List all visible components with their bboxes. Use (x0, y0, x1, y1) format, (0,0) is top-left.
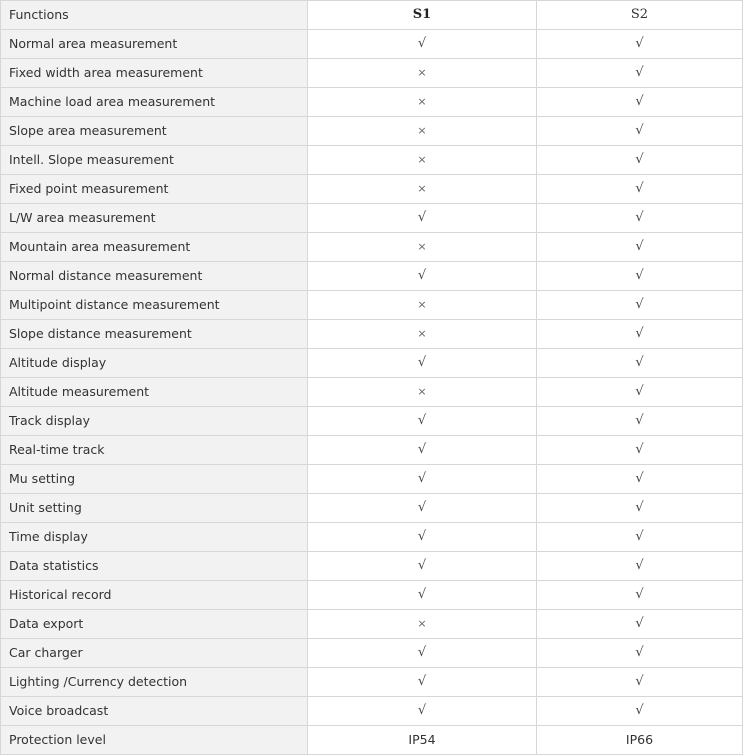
table-row (1, 349, 743, 378)
s1-cross-icon: × (308, 291, 537, 320)
s2-check-icon: √ (537, 697, 743, 726)
function-name-cell: Multipoint distance measurement (1, 291, 308, 320)
table-row (1, 465, 743, 494)
function-name-cell: Voice broadcast (1, 697, 308, 726)
s2-check-icon: √ (537, 523, 743, 552)
s2-check-icon: √ (537, 668, 743, 697)
function-name-cell: Normal distance measurement (1, 262, 308, 291)
function-name-cell: Normal area measurement (1, 30, 308, 59)
s2-check-icon: √ (537, 117, 743, 146)
s2-check-icon: √ (537, 320, 743, 349)
function-name-cell: Real-time track (1, 436, 308, 465)
function-name-cell: Slope distance measurement (1, 320, 308, 349)
table-row (1, 291, 743, 320)
function-name-cell: Mountain area measurement (1, 233, 308, 262)
s1-check-icon: √ (308, 436, 537, 465)
s1-check-icon: √ (308, 668, 537, 697)
s2-check-icon: √ (537, 30, 743, 59)
s2-check-icon: √ (537, 436, 743, 465)
s2-check-icon: √ (537, 233, 743, 262)
function-name-cell: Car charger (1, 639, 308, 668)
table-row (1, 378, 743, 407)
function-name-cell: Data statistics (1, 552, 308, 581)
table-row (1, 581, 743, 610)
s1-cross-icon: × (308, 117, 537, 146)
header-s2: S2 (537, 1, 743, 30)
function-name-cell: Unit setting (1, 494, 308, 523)
table-row (1, 407, 743, 436)
table-row (1, 320, 743, 349)
function-name-cell: Mu setting (1, 465, 308, 494)
table-row (1, 610, 743, 639)
table-row (1, 117, 743, 146)
table-row (1, 262, 743, 291)
table-row (1, 88, 743, 117)
table-row (1, 494, 743, 523)
s1-check-icon: √ (308, 523, 537, 552)
table-row (1, 668, 743, 697)
s2-check-icon: √ (537, 494, 743, 523)
function-name-cell: Track display (1, 407, 308, 436)
s1-cross-icon: × (308, 88, 537, 117)
function-name-cell: L/W area measurement (1, 204, 308, 233)
table-row (1, 146, 743, 175)
table-row (1, 726, 743, 755)
s1-check-icon: √ (308, 204, 537, 233)
function-name-cell: Time display (1, 523, 308, 552)
s1-check-icon: √ (308, 30, 537, 59)
s1-check-icon: √ (308, 639, 537, 668)
s2-check-icon: √ (537, 610, 743, 639)
function-name-cell: Altitude measurement (1, 378, 308, 407)
s1-cross-icon: × (308, 146, 537, 175)
s2-check-icon: √ (537, 349, 743, 378)
table-row (1, 175, 743, 204)
s1-check-icon: √ (308, 494, 537, 523)
function-name-cell: Fixed point measurement (1, 175, 308, 204)
s1-cross-icon: × (308, 320, 537, 349)
s1-value-cell: IP54 (308, 726, 537, 755)
s1-cross-icon: × (308, 175, 537, 204)
s1-check-icon: √ (308, 262, 537, 291)
table-row (1, 552, 743, 581)
s2-check-icon: √ (537, 581, 743, 610)
s1-check-icon: √ (308, 407, 537, 436)
s1-check-icon: √ (308, 465, 537, 494)
s1-cross-icon: × (308, 233, 537, 262)
function-name-cell: Historical record (1, 581, 308, 610)
s1-check-icon: √ (308, 552, 537, 581)
s2-check-icon: √ (537, 407, 743, 436)
function-name-cell: Data export (1, 610, 308, 639)
function-name-cell: Intell. Slope measurement (1, 146, 308, 175)
s2-check-icon: √ (537, 175, 743, 204)
table-row (1, 30, 743, 59)
function-name-cell: Machine load area measurement (1, 88, 308, 117)
s2-check-icon: √ (537, 146, 743, 175)
table-row (1, 523, 743, 552)
table-row (1, 436, 743, 465)
function-name-cell: Slope area measurement (1, 117, 308, 146)
s2-check-icon: √ (537, 88, 743, 117)
function-name-cell: Altitude display (1, 349, 308, 378)
s2-check-icon: √ (537, 59, 743, 88)
comparison-table-body (1, 1, 743, 755)
header-functions: Functions (1, 1, 308, 30)
table-row (1, 204, 743, 233)
s1-check-icon: √ (308, 697, 537, 726)
s1-cross-icon: × (308, 59, 537, 88)
s1-cross-icon: × (308, 610, 537, 639)
s2-check-icon: √ (537, 465, 743, 494)
s2-check-icon: √ (537, 378, 743, 407)
table-row (1, 59, 743, 88)
table-header-row (1, 1, 743, 30)
function-name-cell: Lighting /Currency detection (1, 668, 308, 697)
s2-check-icon: √ (537, 639, 743, 668)
table-row (1, 233, 743, 262)
s1-check-icon: √ (308, 349, 537, 378)
s2-value-cell: IP66 (537, 726, 743, 755)
function-name-cell: Protection level (1, 726, 308, 755)
s2-check-icon: √ (537, 291, 743, 320)
s2-check-icon: √ (537, 552, 743, 581)
s1-cross-icon: × (308, 378, 537, 407)
s1-check-icon: √ (308, 581, 537, 610)
s2-check-icon: √ (537, 262, 743, 291)
table-row (1, 639, 743, 668)
function-name-cell: Fixed width area measurement (1, 59, 308, 88)
header-s1: S1 (308, 1, 537, 30)
s2-check-icon: √ (537, 204, 743, 233)
table-row (1, 697, 743, 726)
